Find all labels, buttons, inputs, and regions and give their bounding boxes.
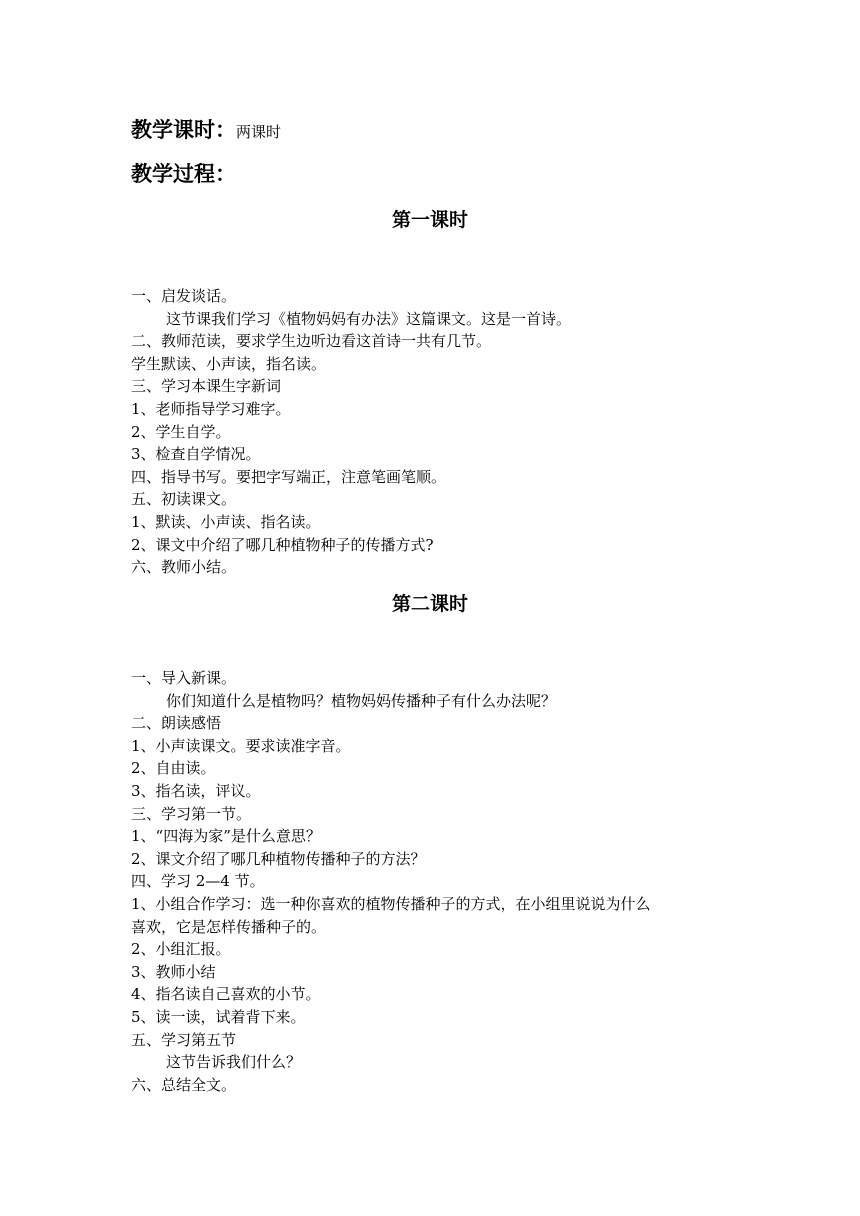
lesson2-content (131, 667, 751, 1096)
text-line: 1、老师指导学习难字。 (131, 399, 291, 418)
text-line: 一、启发谈话。 (131, 287, 237, 305)
class-hours-line (131, 114, 281, 144)
text-line: 六、教师小结。 (131, 558, 237, 577)
text-line: 四、指导书写。要把字写端正，注意笔画笔顺。 (131, 467, 447, 486)
text-line: 四、学习 2—4 节。 (131, 872, 265, 891)
text-line: 这节课我们学习《植物妈妈有办法》这篇课文。这是一首诗。 (166, 309, 572, 328)
text-line: 2、自由读。 (131, 759, 216, 778)
text-line: 五、学习第五节 (131, 1030, 237, 1049)
process-label: 教学过程： (131, 162, 236, 186)
text-line: 1、小声读课文。要求读准字音。 (131, 736, 351, 755)
text-line: 4、指名读自己喜欢的小节。 (131, 985, 321, 1004)
text-line: 二、教师范读，要求学生边听边看这首诗一共有几节。 (131, 332, 492, 351)
text-line: 3、教师小结 (131, 962, 216, 981)
text-line: 五、初读课文。 (131, 490, 237, 509)
lesson1-content (131, 285, 751, 579)
text-line: 一、导入新课。 (131, 669, 237, 687)
lesson2-title: 第二课时 (391, 593, 468, 615)
text-line: 2、课文介绍了哪几种植物传播种子的方法？ (131, 849, 426, 868)
text-line: 1、“四海为家”是什么意思？ (131, 827, 321, 846)
text-line: 1、默读、小声读、指名读。 (131, 512, 321, 531)
text-line: 六、总结全文。 (131, 1075, 237, 1094)
text-line: 你们知道什么是植物吗？植物妈妈传播种子有什么办法呢？ (166, 691, 557, 710)
text-line: 2、学生自学。 (131, 422, 231, 441)
text-line: 2、课文中介绍了哪几种植物种子的传播方式? (131, 535, 434, 554)
text-line: 喜欢，它是怎样传播种子的。 (131, 917, 327, 936)
text-line: 3、检查自学情况。 (131, 445, 261, 464)
text-line: 这节告诉我们什么？ (166, 1053, 302, 1072)
text-line: 二、朗读感悟 (131, 714, 222, 733)
class-hours-label: 教学课时： (131, 118, 236, 142)
text-line: 三、学习第一节。 (131, 804, 252, 823)
class-hours-value: 两课时 (236, 123, 282, 141)
text-line: 2、小组汇报。 (131, 940, 231, 959)
text-line: 三、学习本课生字新词 (131, 377, 282, 396)
process-line (131, 158, 236, 188)
lesson1-title: 第一课时 (391, 209, 468, 231)
text-line: 1、小组合作学习：选一种你喜欢的植物传播种子的方式，在小组里说说为什么 (131, 894, 651, 913)
text-line: 3、指名读，评议。 (131, 781, 261, 800)
text-line: 5、读一读，试着背下来。 (131, 1007, 306, 1026)
text-line: 学生默读、小声读，指名读。 (131, 354, 327, 373)
